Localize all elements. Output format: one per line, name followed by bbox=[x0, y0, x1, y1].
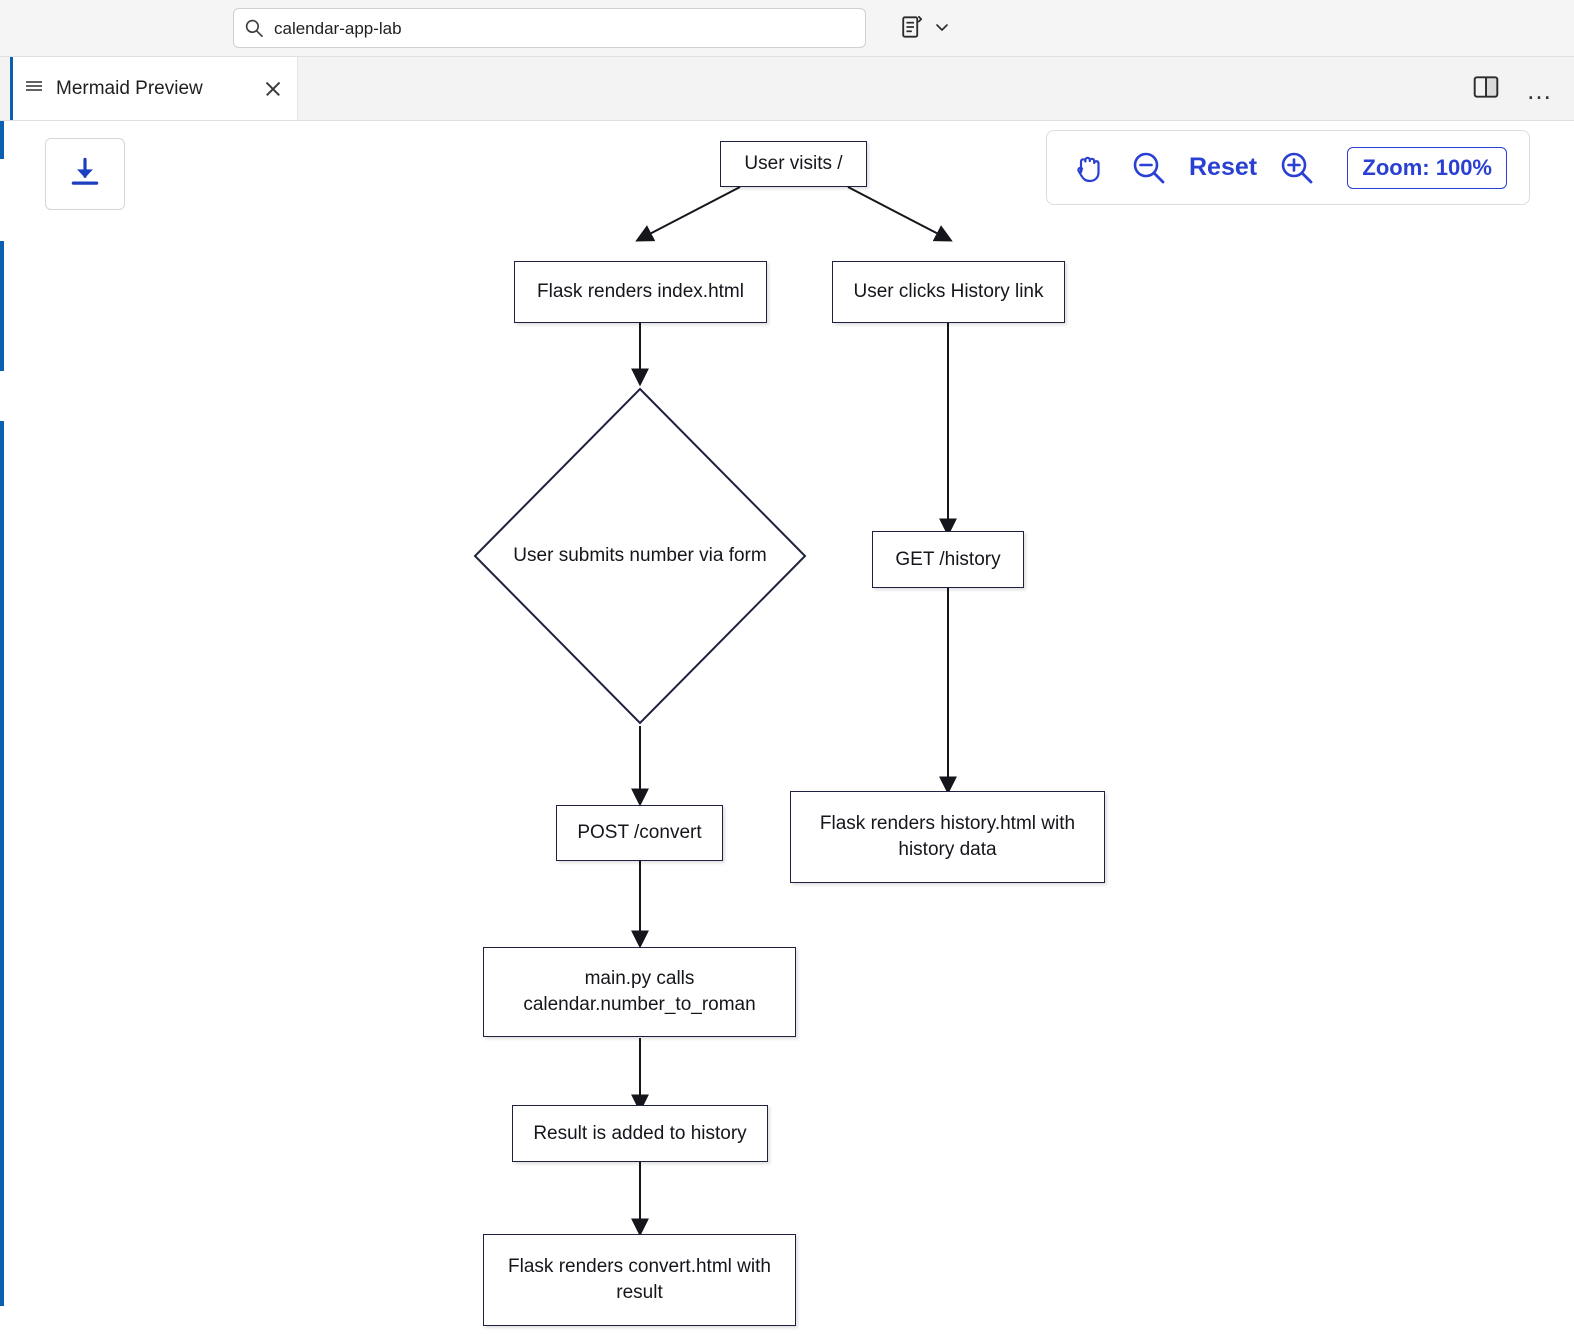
flowchart-edges bbox=[0, 121, 1574, 1334]
flow-node-user-clicks-history[interactable] bbox=[832, 261, 1065, 323]
flow-node-get-history[interactable] bbox=[872, 531, 1024, 588]
flow-node-flask-renders-history[interactable] bbox=[790, 791, 1105, 883]
more-actions-icon[interactable]: … bbox=[1526, 74, 1554, 105]
flow-node-main-calls-number-to-roman[interactable] bbox=[483, 947, 796, 1037]
flow-node-user-visits[interactable] bbox=[720, 141, 867, 187]
node-label: User clicks History link bbox=[853, 281, 1044, 303]
flow-node-flask-renders-convert[interactable] bbox=[483, 1234, 796, 1326]
editor-tab-bar bbox=[0, 57, 1574, 121]
tab-label: Mermaid Preview bbox=[56, 77, 203, 99]
title-bar bbox=[0, 0, 1574, 57]
search-input[interactable] bbox=[233, 8, 866, 48]
tab-mermaid-preview[interactable] bbox=[10, 57, 298, 120]
preview-pane bbox=[0, 121, 1574, 1334]
flow-node-result-added-to-history[interactable] bbox=[512, 1105, 768, 1162]
node-label: Result is added to history bbox=[533, 1122, 747, 1144]
node-label: GET /history bbox=[895, 548, 1001, 570]
zoom-level-label[interactable]: Zoom: 100% bbox=[1347, 147, 1507, 189]
node-label: main.py calls calendar.number_to_roman bbox=[523, 968, 756, 1015]
editor-layout-icon[interactable] bbox=[900, 13, 928, 41]
flow-node-user-submits-number[interactable] bbox=[472, 386, 808, 726]
chevron-down-icon[interactable] bbox=[934, 19, 950, 35]
node-label: User visits / bbox=[744, 153, 843, 175]
flow-node-post-convert[interactable] bbox=[556, 805, 723, 861]
close-icon[interactable] bbox=[263, 79, 283, 99]
split-editor-icon[interactable] bbox=[1472, 73, 1500, 106]
node-label: Flask renders convert.html with result bbox=[508, 1256, 771, 1303]
node-label: Flask renders index.html bbox=[537, 281, 744, 303]
search-value: calendar-app-lab bbox=[274, 18, 402, 38]
node-label: User submits number via form bbox=[513, 545, 767, 567]
tab-bar-actions bbox=[1472, 73, 1554, 106]
flowchart bbox=[0, 121, 1574, 1334]
search-icon bbox=[244, 18, 264, 38]
editor-layout-control[interactable] bbox=[900, 13, 950, 41]
node-label: POST /convert bbox=[577, 822, 702, 844]
active-tab-indicator bbox=[10, 57, 13, 120]
node-label: Flask renders history.html with history data bbox=[819, 813, 1076, 860]
hamburger-icon bbox=[24, 76, 44, 101]
reset-button[interactable]: Reset bbox=[1189, 153, 1258, 181]
flow-node-flask-renders-index[interactable] bbox=[514, 261, 767, 323]
